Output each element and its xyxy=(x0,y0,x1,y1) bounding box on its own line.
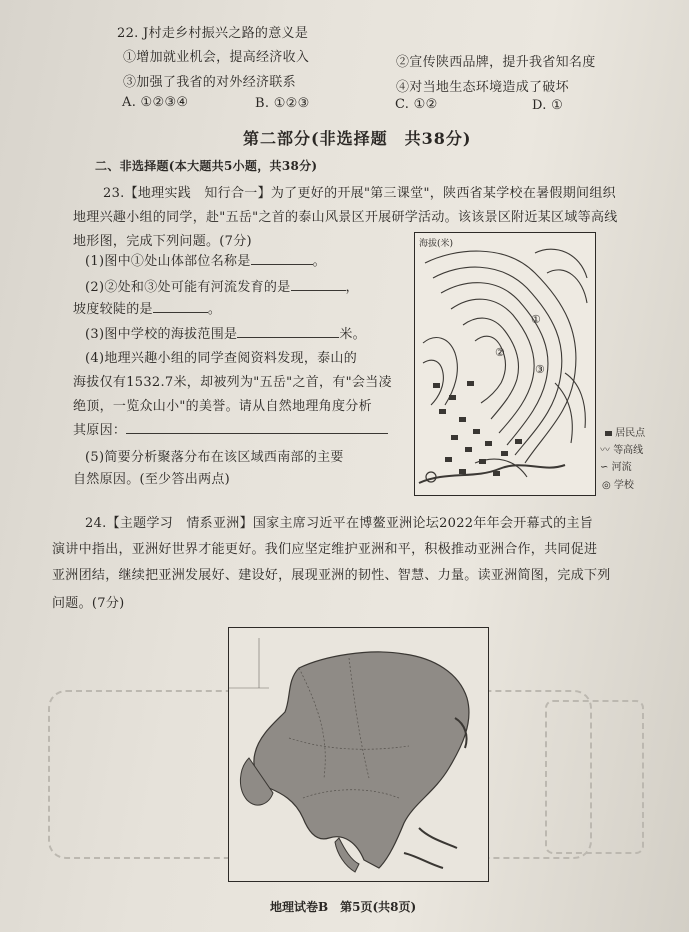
q23-part-2-text: (2)②处和③处可能有河流发育的是 xyxy=(85,280,291,295)
elevation-unit-label: 海拔(米) xyxy=(419,236,453,249)
q24-line-2: 演讲中指出，亚洲好世界才能更好。我们应坚定维护亚洲和平，积极推动亚洲合作，共同促进 xyxy=(52,542,598,557)
faded-side-panel xyxy=(545,700,644,854)
bleed-text xyxy=(620,30,664,46)
q23-part-5b: 自然原因。(至少答出两点) xyxy=(73,472,231,487)
q23-part-1 xyxy=(85,250,326,269)
q22-statement-4: ④对当地生态环境造成了破坏 xyxy=(396,80,569,95)
map-marker-1: ① xyxy=(531,313,541,326)
answer-blank-4[interactable] xyxy=(237,325,339,338)
q22-choice-b: B. ①②③ xyxy=(255,96,310,111)
q22-choice-a: A. ①②③④ xyxy=(122,95,189,110)
legend-river xyxy=(600,458,632,473)
contour-line-icon: 〰 xyxy=(600,445,610,456)
q23-part-2b xyxy=(73,298,221,317)
q23-part-3-end: 米。 xyxy=(339,327,366,342)
q23-line-3: 地形图，完成下列问题。(7分) xyxy=(73,234,252,249)
legend-school xyxy=(602,476,634,491)
legend-contour xyxy=(600,441,643,456)
q24-line-1: 24.【主题学习 情系亚洲】国家主席习近平在博鳌亚洲论坛2022年年会开幕式的主旨 xyxy=(85,516,594,531)
q23-part-3-text: (3)图中学校的海拔范围是 xyxy=(85,327,238,342)
q23-part-2b-text: 坡度较陡的是 xyxy=(73,302,153,317)
legend-settlement-label: 居民点 xyxy=(615,428,646,439)
settlement-icon xyxy=(605,431,612,436)
part2-title: 第二部分(非选择题 共38分) xyxy=(243,129,472,148)
q23-part-4b: 海拔仅有1532.7米，却被列为"五岳"之首，有"会当凌 xyxy=(73,375,392,390)
river-icon: ∽ xyxy=(600,462,609,473)
answer-blank-2[interactable] xyxy=(291,278,346,291)
q22-statement-2: ②宣传陕西品牌，提升我省知名度 xyxy=(396,55,596,70)
map-marker-3: ③ xyxy=(535,363,545,376)
contour-lines-graphic xyxy=(415,233,595,495)
q24-line-3: 亚洲团结，继续把亚洲发展好、建设好，展现亚洲的韧性、智慧、力量。读亚洲简图，完成下列 xyxy=(52,568,611,583)
map-marker-2: ② xyxy=(495,346,505,359)
q23-part-2b-end: 。 xyxy=(207,302,222,317)
q23-part-5a: (5)简要分析聚落分布在该区域西南部的主要 xyxy=(85,450,344,465)
contour-map xyxy=(414,232,596,496)
q22-stem: 22. J村走乡村振兴之路的意义是 xyxy=(117,26,309,41)
legend-contour-label: 等高线 xyxy=(613,445,644,456)
answer-blank-1[interactable] xyxy=(251,252,313,265)
q23-part-4d xyxy=(73,419,388,438)
q23-part-4d-text: 其原因： xyxy=(73,423,127,438)
q23-part-2 xyxy=(85,276,359,295)
legend-school-label: 学校 xyxy=(613,480,634,491)
page-footer: 地理试卷B 第5页(共8页) xyxy=(270,900,417,914)
asia-map xyxy=(228,627,489,882)
q23-part-4a: (4)地理兴趣小组的同学查阅资料发现，泰山的 xyxy=(85,351,358,366)
asia-outline-graphic xyxy=(229,628,488,881)
legend-settlement xyxy=(605,424,645,439)
q22-choice-c: C. ①② xyxy=(395,97,438,112)
q23-part-3 xyxy=(85,323,366,342)
q23-line-1: 23.【地理实践 知行合一】为了更好的开展"第三课堂"，陕西省某学校在暑假期间组织 xyxy=(103,186,616,201)
q23-part-2-end: ， xyxy=(345,280,359,295)
section-header: 二、非选择题(本大题共5小题，共38分) xyxy=(95,159,318,173)
q23-part-1-text: (1)图中①处山体部位名称是 xyxy=(85,254,251,269)
q23-part-4c: 绝顶，一览众山小"的美誉。请从自然地理角度分析 xyxy=(73,399,372,414)
q22-statement-1: ①增加就业机会，提高经济收入 xyxy=(123,50,310,65)
school-icon: ◎ xyxy=(602,480,611,491)
q22-choice-d: D. ① xyxy=(532,98,564,113)
legend-river-label: 河流 xyxy=(611,462,632,473)
q23-part-1-end: 。 xyxy=(312,254,326,269)
answer-blank-3[interactable] xyxy=(153,300,208,313)
q22-statement-3: ③加强了我省的对外经济联系 xyxy=(123,75,296,90)
q24-line-4: 问题。(7分) xyxy=(52,596,125,611)
answer-blank-5[interactable] xyxy=(126,421,388,434)
q23-line-2: 地理兴趣小组的同学，赴"五岳"之首的泰山风景区开展研学活动。该该景区附近某区域等高线 xyxy=(73,210,618,225)
